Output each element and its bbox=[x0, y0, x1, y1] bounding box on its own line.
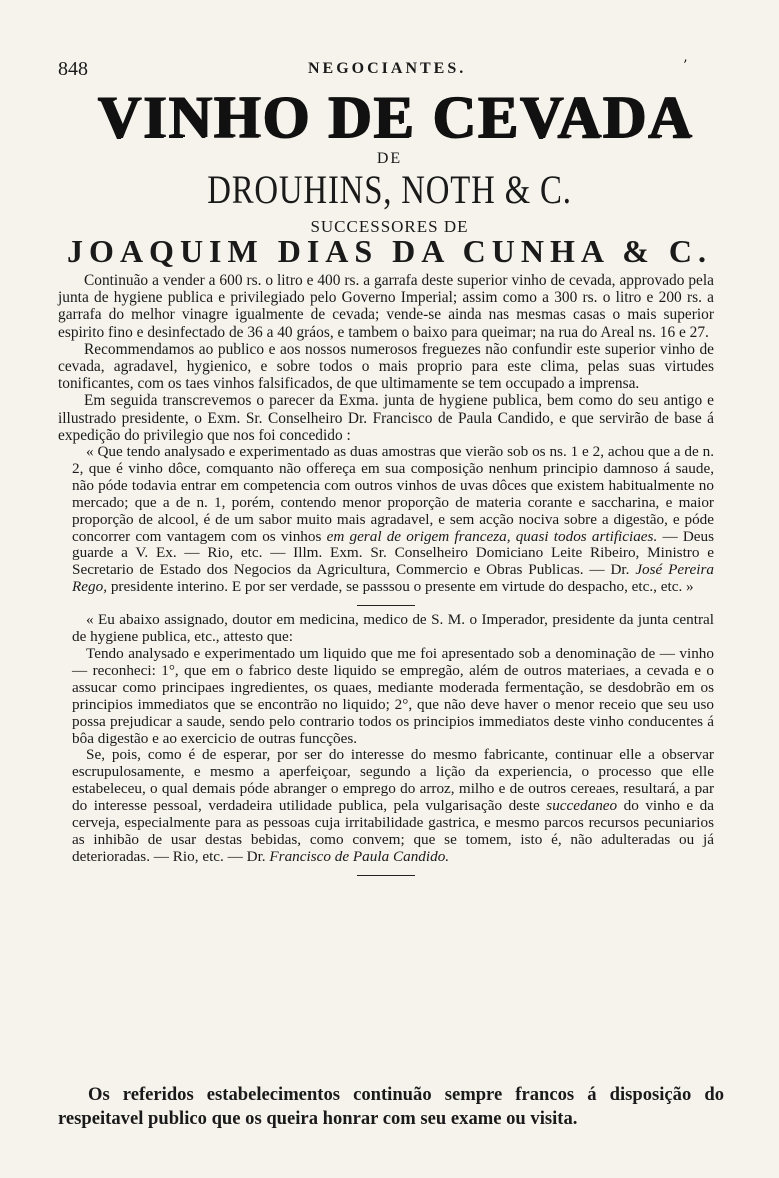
closing-statement bbox=[58, 1083, 724, 1131]
successors-label: SUCCESSORES DE bbox=[310, 217, 469, 236]
page-header bbox=[58, 58, 718, 84]
quote-junta-mid: — Deus guarde a V. Ex. — Rio, etc. — Illm. Exm. Sr. Conselheiro Domiciano Leite Ribeiro, Ministro e Secretario de Estado dos Negocios da Agricultura, Commercio e Obras Publicas. — Dr. bbox=[72, 527, 715, 579]
advert-title: VINHO DE CEVADA bbox=[97, 84, 693, 150]
attestation-intro: « Eu abaixo assignado, doutor em medicina, medico de S. M. o Imperador, presidente da junta central de hygiene publica, etc., attesto que: bbox=[72, 611, 714, 646]
predecessor-name: JOAQUIM DIAS DA CUNHA & C. bbox=[67, 233, 712, 269]
separator-rule-2 bbox=[58, 866, 714, 882]
quote-junta-lead: « Que tendo analysado e experimentado as duas amostras que vierão sob os ns. 1 e 2, achou que a de n. 2, que é vinho dôce, comquanto não offereça em sua composição nenhum principio damnoso á saude, não póde todavia entrar em competencia com outros vinhos de uvas dôces que existem habitualmente no mercado; que a de n. 1, porém, contendo menor proporção de materia corante e saccharina, e maior proporção de alcool, é de um sabor muito mais agradavel, e sem acção nociva sobre a digestão, e póde concorrer com vantagem com os vinhos bbox=[72, 443, 714, 545]
company-name: DROUHINS, NOTH & C. bbox=[207, 167, 572, 212]
quote-junta-tail: presidente interino. E por ser verdade, se passsou o presente em virtude do despacho, etc., etc. » bbox=[110, 578, 694, 596]
advert-body bbox=[58, 272, 714, 882]
quote-junta-signer: José Pereira Rego, bbox=[72, 561, 714, 596]
paragraph-transcription: Em seguida transcrevemos o parecer da Exma. junta de hygiene publica, bem como do seu antigo e illustrado presidente, o Exm. Sr. Conselheiro Dr. Francisco de Paula Candido, e que servirão de base á expedição do privilegio que nos foi concedido : bbox=[58, 392, 714, 444]
attestation-signer: Francisco de Paula Candido. bbox=[269, 847, 450, 865]
attestation-italic: succedaneo bbox=[546, 797, 618, 815]
attestation-analysis: Tendo analysado e experimentado um liquido que me foi apresentado sob a denominação de — vinho — reconheci: 1°, que em o fabrico deste liquido se empregão, além de outros materiaes, a cevada e o assucar como principaes ingredientes, os quaes, mediante moderada fermentação, se desdobrão em os principios immediatos que se encontrão no liquido; 2°, que não deve haver o menor receio que seu uso possa prejudicar a saude, sendo pelo contrario todos os principios immediatos deste vinho conducentes á bôa digestão e ao exercicio de outras funcções. bbox=[72, 645, 714, 747]
attestation-conclusion bbox=[58, 747, 714, 865]
quote-junta bbox=[58, 444, 714, 596]
paragraph-recommendation: Recommendamos ao publico e aos nossos numerosos freguezes não confundir este superior vinho de cevada, agradavel, hygienico, e sobre todos o mais proprio para este clima, pelas suas virtudes tonificantes, com os taes vinhos falsificados, de que ultimamente se tem occupado a imprensa. bbox=[58, 340, 714, 393]
running-head: NEGOCIANTES. bbox=[308, 60, 467, 77]
closing-text: Os referidos estabelecimentos continuão sempre francos á disposição do respeitavel publico que os queira honrar com seu exame ou visita. bbox=[58, 1084, 724, 1129]
paragraph-prices: Continuão a vender a 600 rs. o litro e 400 rs. a garrafa deste superior vinho de cevada, approvado pela junta de hygiene publica e privilegiado pelo Governo Imperial; assim como a 300 rs. o litro e 200 rs. a garrafa do melhor vinagre igualmente de cevada; vende-se ainda nas mesmas casas o mais superior espirito fino e desinfectado de 36 a 40 gráos, e tambem o baixo para queimar; na rua do Areal ns. 16 e 27. bbox=[58, 272, 714, 341]
advert-title-de: DE bbox=[376, 150, 403, 167]
quote-junta-italic: em geral de origem franceza, quasi todos artificiaes. bbox=[326, 527, 658, 545]
attestation-lead: Se, pois, como é de esperar, por ser do interesse do mesmo fabricante, continuar elle a observar escrupulosamente, e mesmo a aperfeiçoar, segundo a lição da experiencia, o processo que elle estabeleceu, o qual demais póde abranger o emprego do arroz, milho e de outros cereaes, resultará, a par do interesse pessoal, verdadeira utilidade publica, pela vulgarisação deste bbox=[72, 746, 714, 815]
attestation-tail: do vinho e da cerveja, especialmente para as pessoas cuja irritabilidade gastrica, e mesmo parcos recursos pecuniarios as inhibão de usar destas bebidas, como convem; que se tomem, isto é, não adulteradas ou já deterioradas. — Rio, etc. — Dr. bbox=[72, 797, 714, 865]
corner-mark: ’ bbox=[683, 58, 688, 74]
separator-rule bbox=[58, 596, 714, 612]
page-number: 848 bbox=[58, 58, 88, 80]
